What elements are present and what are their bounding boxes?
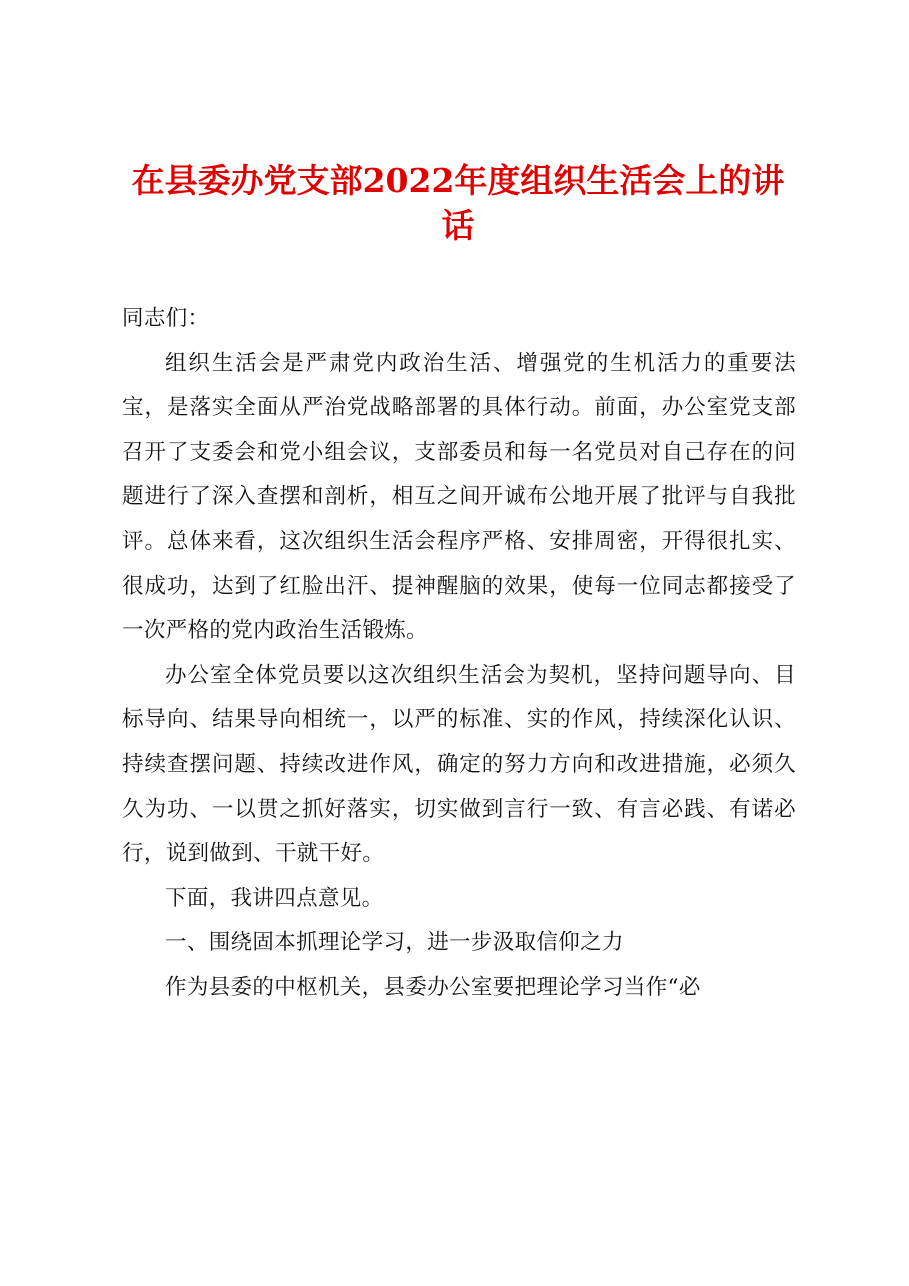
section-heading-1: 一、围绕固本抓理论学习，进一步汲取信仰之力: [165, 930, 624, 956]
paragraph-3: 下面，我讲四点意见。: [165, 885, 384, 911]
paragraph-1: 组织生活会是严肃党内政治生活、增强党的生机活力的重要法宝，是落实全面从严治党战略部署的具体行动。前面，办公室党支部召开了支委会和党小组会议，支部委员和每一名党员对自己存在的问题进行了深入查摆和剖析，相互之间开诚布公地开展了批评与自我批评。总体来看，这次组织生活会程序严格、安排周密，开得很扎实、很成功，达到了红脸出汗、提神醒脑的效果，使每一位同志都接受了一次严格的党内政治生活锻炼。: [122, 350, 796, 644]
salutation: 同志们：: [122, 306, 210, 331]
document-body: [122, 297, 796, 1011]
document-title: 在县委办党支部2022年度组织生活会上的讲话: [131, 161, 785, 245]
paragraph-2: 办公室全体党员要以这次组织生活会为契机，坚持问题导向、目标导向、结果导向相统一，以严的标准、实的作风，持续深化认识、持续查摆问题、持续改进作风，确定的努力方向和改进措施，必须久久为功、一以贯之抓好落实，切实做到言行一致、有言必践、有诺必行，说到做到、干就干好。: [122, 662, 796, 867]
paragraph-4: 作为县委的中枢机关，县委办公室要把理论学习当作“必: [165, 974, 701, 1000]
